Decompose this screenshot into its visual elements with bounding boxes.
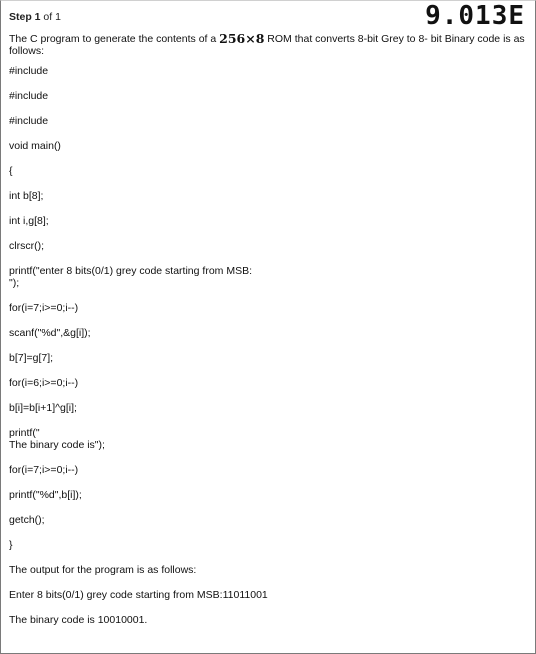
spacer (9, 77, 527, 90)
code-line: b[7]=g[7]; (9, 352, 54, 364)
spacer (9, 389, 527, 402)
spacer (9, 476, 527, 489)
spacer (9, 414, 527, 427)
spacer (9, 364, 527, 377)
spacer (9, 289, 527, 302)
spacer (9, 526, 527, 539)
code-line: for(i=7;i>=0;i--) (9, 464, 79, 476)
rom-size: 256×8 (219, 31, 265, 46)
output-label: The output for the program is as follows: (9, 564, 197, 576)
code-line: printf("enter 8 bits(0/1) grey code starting from MSB: "); (9, 265, 252, 289)
code-line: getch(); (9, 514, 45, 526)
spacer (9, 339, 527, 352)
code-line: int b[8]; (9, 190, 44, 202)
code-line: void main() (9, 140, 61, 152)
solution-content (9, 33, 527, 626)
intro-text-after: ROM that converts 8-bit Grey to 8- bit Binary code is as follows: (9, 33, 525, 57)
spacer (9, 227, 527, 240)
spacer (9, 102, 527, 115)
code-line: #include (9, 90, 49, 102)
intro-paragraph (9, 33, 527, 57)
spacer (9, 451, 527, 464)
step-indicator (9, 11, 61, 23)
spacer (9, 314, 527, 327)
spacer (9, 252, 527, 265)
code-line: printf("%d",b[i]); (9, 489, 82, 501)
output-line-result: The binary code is 10010001. (9, 614, 148, 626)
step-label: Step 1 (9, 11, 41, 23)
code-line: } (9, 539, 13, 551)
code-line: int i,g[8]; (9, 215, 49, 227)
code-line: #include (9, 115, 49, 127)
code-line: #include (9, 65, 49, 77)
code-line: { (9, 165, 13, 177)
spacer (9, 501, 527, 514)
code-line: b[i]=b[i+1]^g[i]; (9, 402, 77, 414)
spacer (9, 576, 527, 589)
spacer (9, 127, 527, 140)
output-line-input: Enter 8 bits(0/1) grey code starting from MSB:11011001 (9, 589, 268, 601)
spacer (9, 551, 527, 564)
code-line: for(i=7;i>=0;i--) (9, 302, 79, 314)
code-line: for(i=6;i>=0;i--) (9, 377, 79, 389)
step-count: of 1 (40, 11, 61, 23)
spacer (9, 177, 527, 190)
code-line: scanf("%d",&g[i]); (9, 327, 91, 339)
code-block (9, 65, 527, 564)
code-line: printf(" The binary code is"); (9, 427, 105, 451)
spacer (9, 152, 527, 165)
code-line: clrscr(); (9, 240, 44, 252)
intro-text-before: The C program to generate the contents of a (9, 33, 220, 45)
spacer (9, 601, 527, 614)
spacer (9, 202, 527, 215)
problem-number: 9.013E (425, 1, 525, 31)
